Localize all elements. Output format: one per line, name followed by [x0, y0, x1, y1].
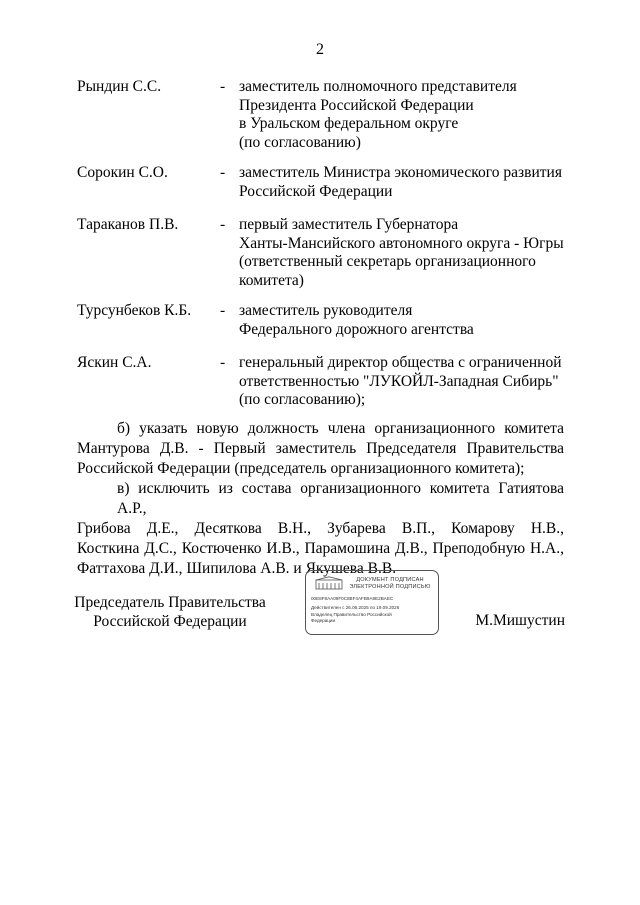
- member-role: [239, 302, 579, 339]
- role-line: Президента Российской Федерации: [239, 96, 474, 114]
- member-role: [239, 216, 579, 290]
- stamp-validity: Действителен с 26.06.2025 по 19.09.2026: [311, 605, 400, 610]
- role-line: (по согласованию): [239, 133, 361, 151]
- member-name: Яскин С.А.: [77, 354, 152, 371]
- member-name: Сорокин С.О.: [77, 164, 168, 181]
- role-line: в Уральском федеральном округе: [239, 115, 459, 132]
- paragraph-line: в) исключить из состава организационного комитета Гатиятова А.Р.,: [117, 480, 564, 517]
- member-dash: -: [220, 302, 226, 319]
- role-line: первый заместитель Губернатора: [239, 216, 459, 233]
- stamp-title: [344, 577, 436, 591]
- signer-position-line: Российской Федерации: [93, 612, 247, 630]
- stamp-certificate: 00E8F8AA09F0C8BF4AFB9A9E2BAEC: [311, 596, 394, 601]
- member-role: [239, 354, 579, 410]
- role-line: заместитель Министра экономического развития: [239, 164, 562, 181]
- role-line: (ответственный секретарь организационного: [239, 253, 536, 270]
- member-dash: -: [220, 78, 226, 95]
- paragraph-line: Грибова Д.Е., Десяткова В.Н., Зубарева В.П., Комарову Н.В.,: [77, 520, 564, 537]
- stamp-title-line: ЭЛЕКТРОННОЙ ПОДПИСЬЮ: [349, 584, 431, 590]
- page-number: 2: [316, 41, 324, 58]
- electronic-signature-stamp: [305, 570, 439, 635]
- role-line: Федерального дорожного агентства: [239, 320, 474, 338]
- member-name: Тараканов П.В.: [77, 216, 179, 233]
- paragraph-line: Косткина Д.С., Костюченко И.В., Парамошина Д.В., Преподобную Н.А.,: [77, 540, 564, 557]
- role-line: Ханты-Мансийского автономного округа - Югры: [239, 234, 564, 252]
- member-name: Турсунбеков К.Б.: [77, 302, 192, 319]
- paragraph-line: Мантурова Д.В. - Первый заместитель Председателя Правительства: [77, 440, 564, 457]
- signer-position-line: Председатель Правительства: [74, 594, 266, 611]
- member-name: Рындин С.С.: [77, 78, 162, 95]
- role-line: ответственностью "ЛУКОЙЛ-Западная Сибирь": [239, 372, 559, 390]
- paragraph-line: б) указать новую должность члена организационного комитета: [117, 420, 564, 437]
- signer-name: М.Мишустин: [475, 612, 565, 629]
- member-dash: -: [220, 216, 226, 233]
- role-line: заместитель руководителя: [239, 302, 413, 319]
- role-line: Российской Федерации: [239, 182, 393, 200]
- member-role: [239, 78, 579, 152]
- stamp-owner-line: Владелец Правительство Российской: [311, 612, 392, 617]
- member-dash: -: [220, 164, 226, 181]
- stamp-owner-line: Федерации: [311, 618, 336, 623]
- paragraph-b: [77, 419, 564, 479]
- member-role: [239, 164, 579, 201]
- emblem-icon: [314, 576, 344, 590]
- paragraph-line: Фаттахова Д.И., Шипилова А.В. и Якушева В.В.: [77, 560, 397, 577]
- paragraph-v: [77, 479, 564, 579]
- member-dash: -: [220, 354, 226, 371]
- stamp-title-line: ДОКУМЕНТ ПОДПИСАН: [356, 577, 424, 583]
- role-line: генеральный директор общества с ограниченной: [239, 354, 562, 371]
- role-line: заместитель полномочного представителя: [239, 78, 517, 95]
- paragraph-line: Российской Федерации (председатель организационного комитета);: [77, 460, 525, 477]
- stamp-owner: [311, 612, 392, 624]
- signer-position: [60, 594, 280, 631]
- role-line: комитета): [239, 271, 304, 289]
- role-line: (по согласованию);: [239, 391, 366, 408]
